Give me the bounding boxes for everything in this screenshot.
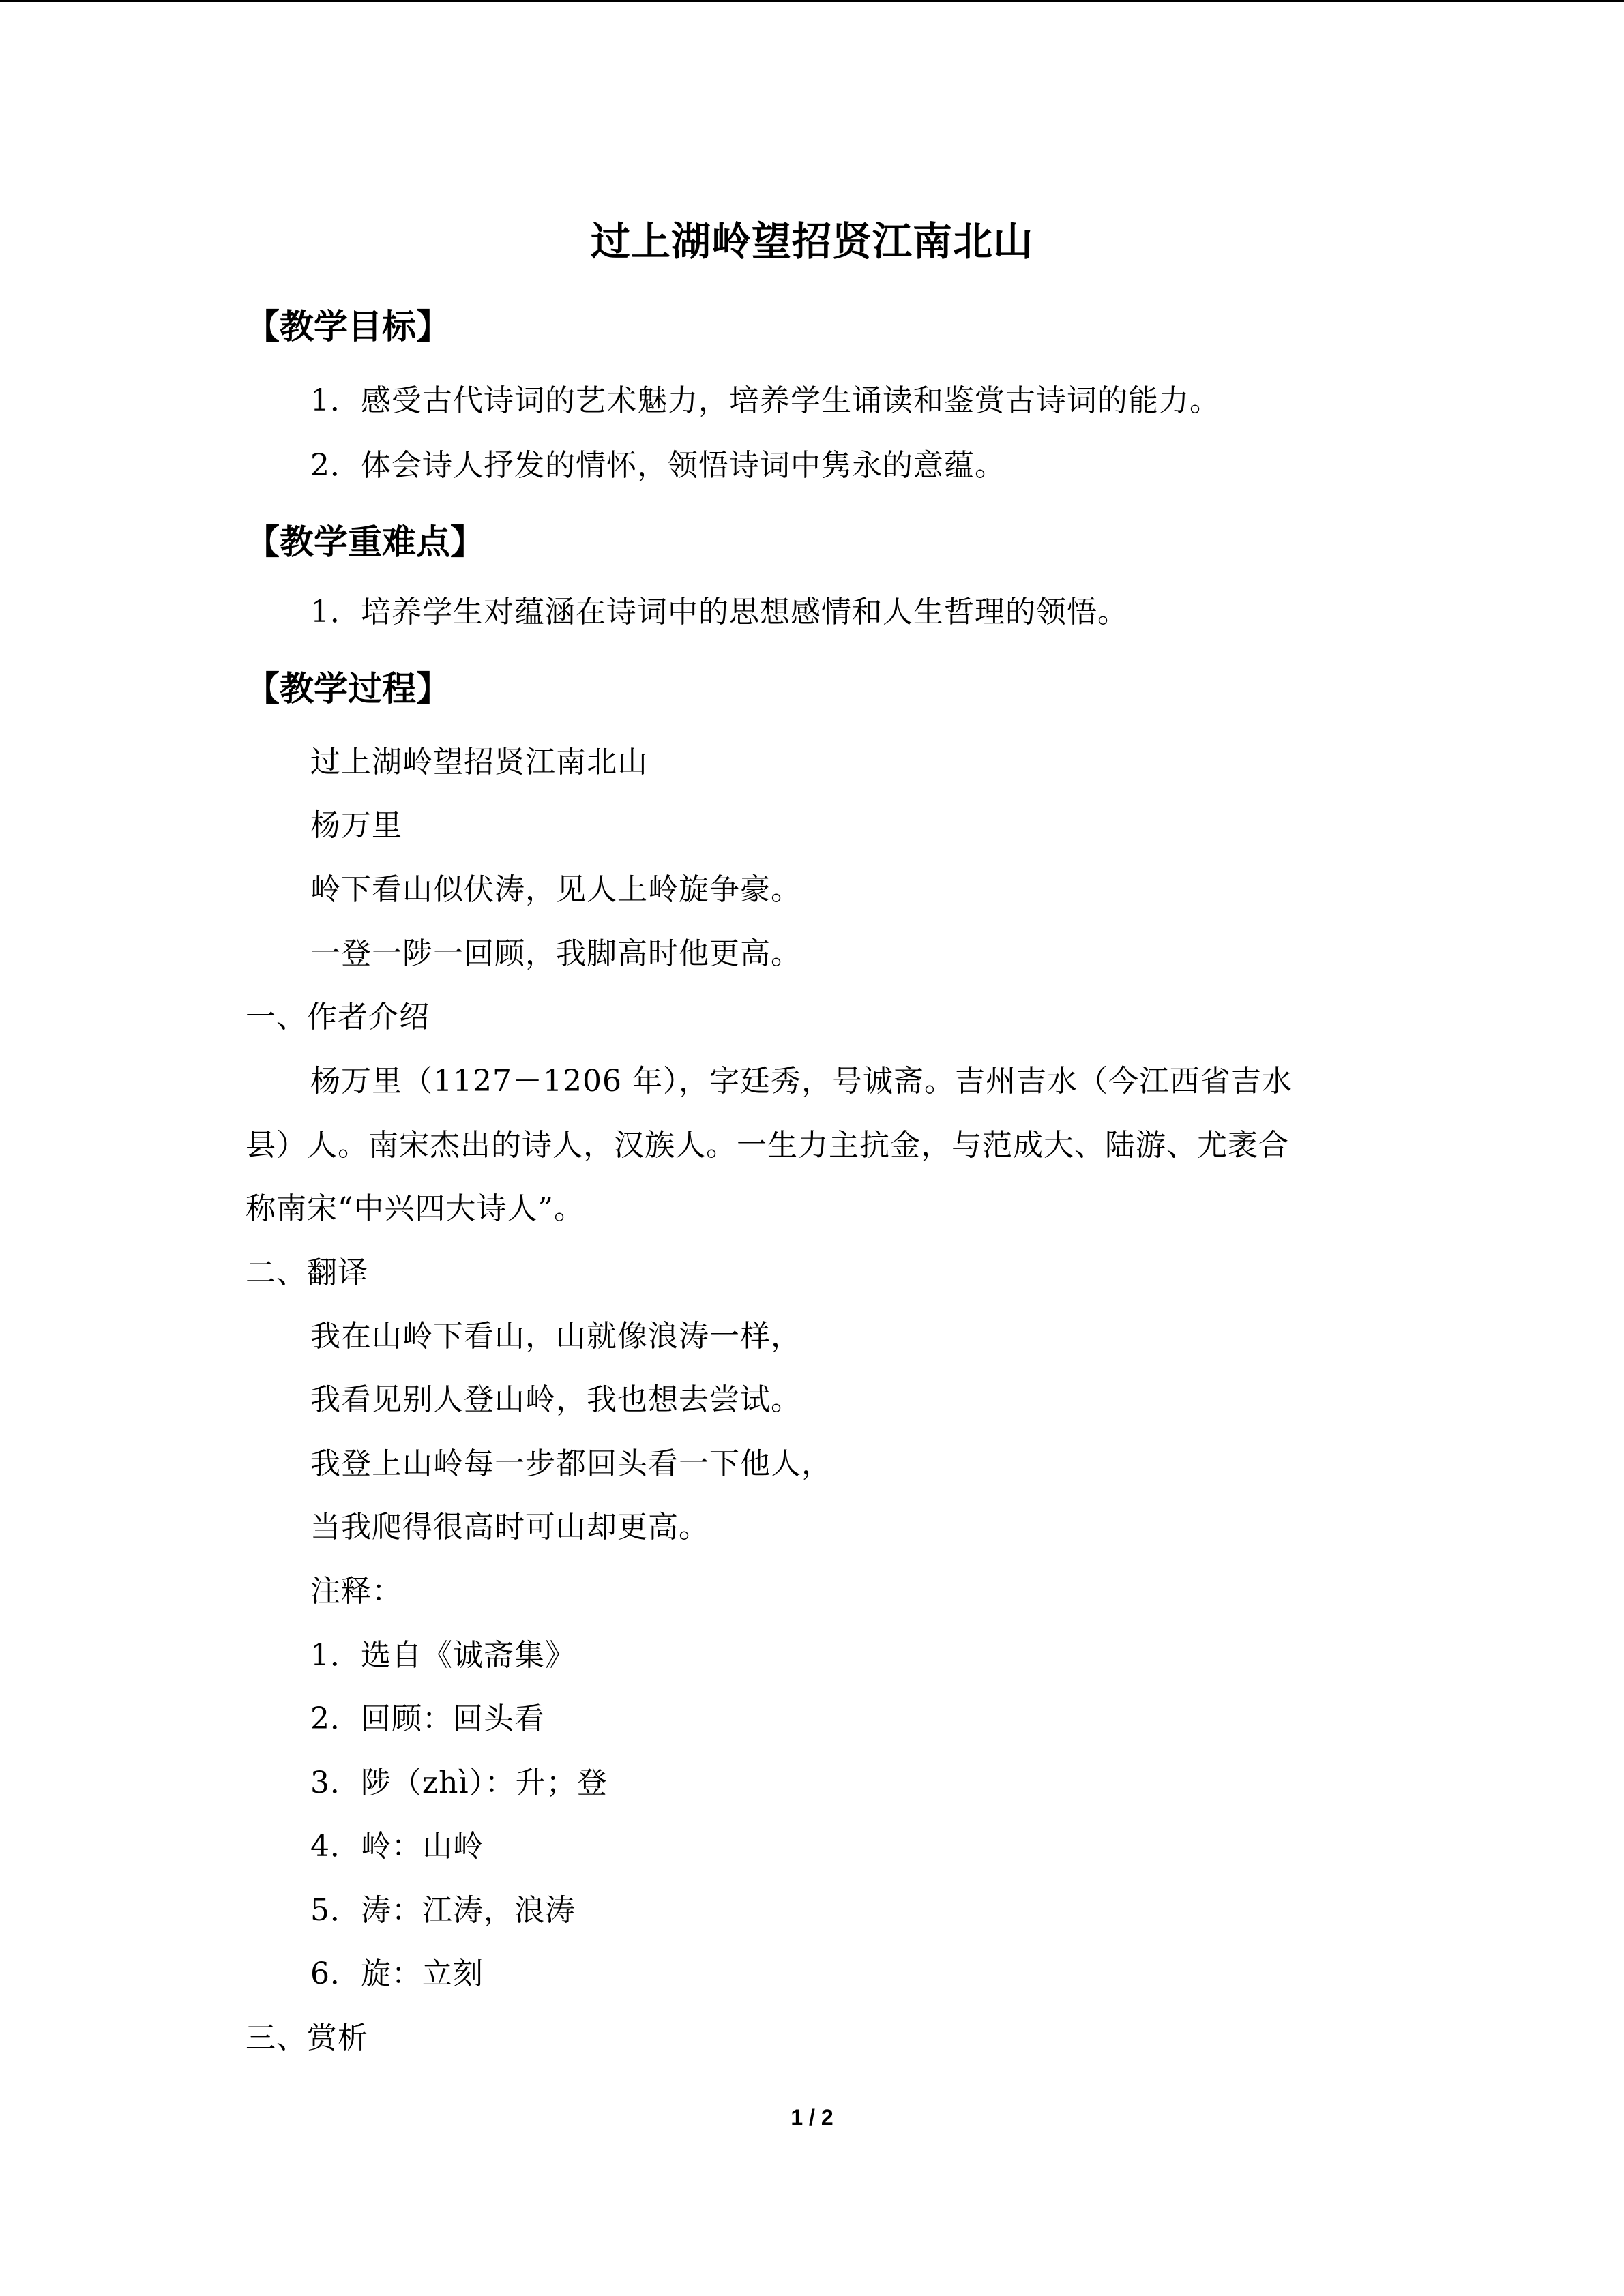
poem-title: 过上湖岭望招贤江南北山 [310, 745, 648, 779]
note-item-1: 1．选自《诚斋集》 [310, 1638, 576, 1673]
notes-heading: 注释： [310, 1574, 402, 1609]
author-intro-heading: 一、作者介绍 [246, 1000, 430, 1034]
document-title: 过上湖岭望招贤江南北山 [590, 218, 1033, 265]
author-intro-line-3: 称南宋“中兴四大诗人”。 [246, 1191, 585, 1226]
author-intro-line-2: 县）人。南宋杰出的诗人，汉族人。一生力主抗金，与范成大、陆游、尤袤合 [246, 1128, 1289, 1163]
translation-heading: 二、翻译 [246, 1255, 368, 1290]
section-heading-key-points: 【教学重难点】 [246, 522, 484, 562]
note-item-2: 2．回顾：回头看 [310, 1701, 545, 1736]
author-intro-line-1: 杨万里（1127－1206 年），字廷秀，号诚斋。吉州吉水（今江西省吉水 [310, 1064, 1293, 1099]
translation-line-2: 我看见别人登山岭，我也想去尝试。 [310, 1382, 801, 1417]
note-item-3: 3．陟（zhì）：升；登 [310, 1765, 608, 1800]
translation-line-3: 我登上山岭每一步都回头看一下他人， [310, 1446, 832, 1481]
section-heading-objectives: 【教学目标】 [246, 307, 450, 346]
section-heading-process: 【教学过程】 [246, 669, 450, 709]
poem-line-2: 一登一陟一回顾，我脚高时他更高。 [310, 936, 801, 971]
page-number: 1 / 2 [791, 2105, 833, 2130]
objective-item-1: 1．感受古代诗词的艺术魅力，培养学生诵读和鉴赏古诗词的能力。 [310, 383, 1220, 418]
note-item-5: 5．涛：江涛，浪涛 [310, 1893, 576, 1928]
translation-line-4: 当我爬得很高时可山却更高。 [310, 1510, 709, 1545]
poem-line-1: 岭下看山似伏涛，见人上岭旋争豪。 [310, 872, 801, 907]
appreciation-heading: 三、赏析 [246, 2021, 368, 2055]
key-point-item-1: 1．培养学生对蕴涵在诗词中的思想感情和人生哲理的领悟。 [310, 595, 1128, 629]
objective-item-2: 2．体会诗人抒发的情怀，领悟诗词中隽永的意蕴。 [310, 448, 1005, 483]
note-item-4: 4．岭：山岭 [310, 1829, 484, 1864]
poem-author: 杨万里 [310, 808, 402, 843]
note-item-6: 6．旋：立刻 [310, 1956, 484, 1991]
translation-line-1: 我在山岭下看山，山就像浪涛一样， [310, 1319, 801, 1354]
